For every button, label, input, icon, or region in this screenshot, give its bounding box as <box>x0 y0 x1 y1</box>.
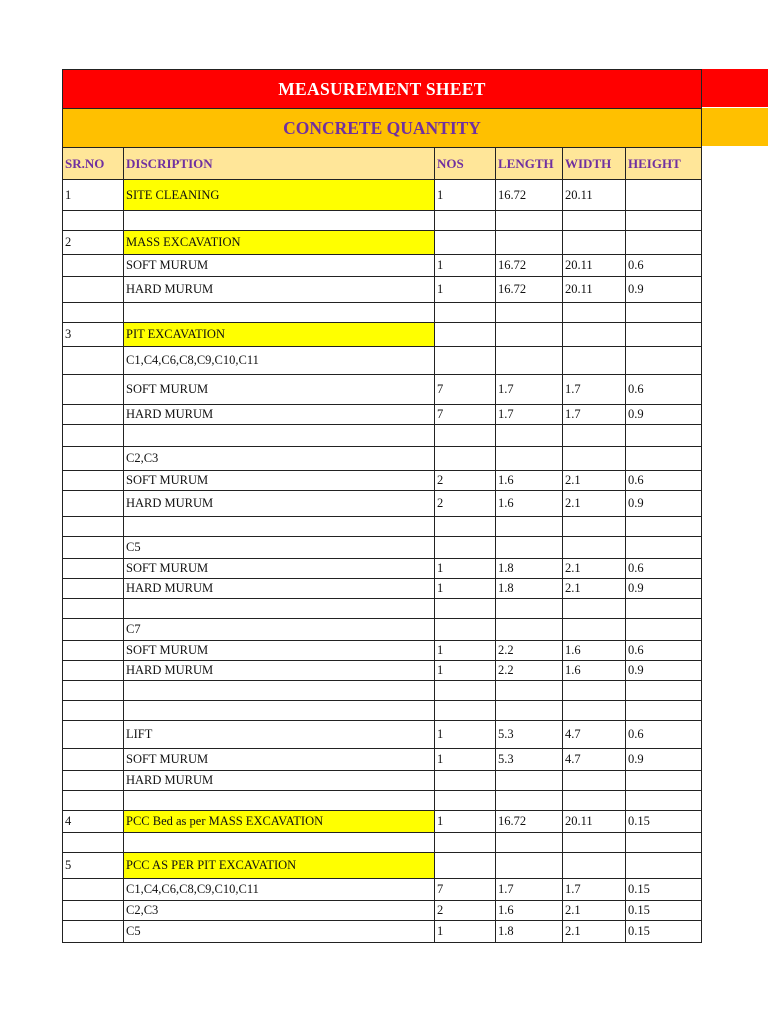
length-cell: 16.72 <box>496 180 563 211</box>
nos-cell <box>435 619 496 641</box>
length-cell: 5.3 <box>496 749 563 771</box>
table-row <box>63 921 702 943</box>
width-cell: 2.1 <box>563 901 626 921</box>
width-cell <box>563 681 626 701</box>
height-cell: 0.6 <box>626 375 702 405</box>
width-cell: 1.7 <box>563 879 626 901</box>
length-cell: 2.2 <box>496 641 563 661</box>
height-cell <box>626 180 702 211</box>
height-cell: 0.9 <box>626 491 702 517</box>
subtitle-row <box>63 109 702 148</box>
length-cell <box>496 701 563 721</box>
description-cell: SOFT MURUM <box>124 471 435 491</box>
width-cell <box>563 517 626 537</box>
table-row <box>63 771 702 791</box>
width-cell <box>563 211 626 231</box>
height-cell <box>626 701 702 721</box>
table-row <box>63 559 702 579</box>
width-cell: 20.11 <box>563 180 626 211</box>
table-row <box>63 599 702 619</box>
height-cell <box>626 771 702 791</box>
measurement-sheet-table <box>62 69 702 943</box>
nos-cell: 1 <box>435 559 496 579</box>
srno-cell <box>63 255 124 277</box>
nos-cell <box>435 791 496 811</box>
table-row <box>63 491 702 517</box>
table-row <box>63 641 702 661</box>
srno-cell <box>63 721 124 749</box>
table-row <box>63 811 702 833</box>
srno-cell <box>63 559 124 579</box>
header-height: HEIGHT <box>626 148 702 180</box>
width-cell <box>563 599 626 619</box>
nos-cell: 1 <box>435 255 496 277</box>
height-cell: 0.9 <box>626 277 702 303</box>
description-cell: HARD MURUM <box>124 771 435 791</box>
title-row <box>63 70 702 109</box>
height-cell: 0.6 <box>626 721 702 749</box>
table-row <box>63 425 702 447</box>
length-cell: 1.8 <box>496 921 563 943</box>
nos-cell: 1 <box>435 277 496 303</box>
length-cell <box>496 517 563 537</box>
nos-cell: 7 <box>435 375 496 405</box>
nos-cell <box>435 517 496 537</box>
width-cell: 20.11 <box>563 255 626 277</box>
width-cell: 4.7 <box>563 721 626 749</box>
length-cell: 16.72 <box>496 255 563 277</box>
header-srno: SR.NO <box>63 148 124 180</box>
description-cell: C2,C3 <box>124 447 435 471</box>
width-cell <box>563 537 626 559</box>
height-cell: 0.6 <box>626 255 702 277</box>
table-row <box>63 405 702 425</box>
length-cell: 1.6 <box>496 491 563 517</box>
subtitle-band-extension <box>701 108 768 146</box>
length-cell: 16.72 <box>496 277 563 303</box>
length-cell <box>496 771 563 791</box>
description-cell <box>124 791 435 811</box>
header-description: DISCRIPTION <box>124 148 435 180</box>
height-cell <box>626 231 702 255</box>
nos-cell: 1 <box>435 921 496 943</box>
nos-cell: 7 <box>435 879 496 901</box>
srno-cell <box>63 681 124 701</box>
length-cell: 1.7 <box>496 375 563 405</box>
description-cell: SOFT MURUM <box>124 749 435 771</box>
srno-cell <box>63 471 124 491</box>
width-cell <box>563 425 626 447</box>
srno-cell <box>63 833 124 853</box>
length-cell <box>496 447 563 471</box>
description-cell: PCC AS PER PIT EXCAVATION <box>124 853 435 879</box>
nos-cell: 2 <box>435 471 496 491</box>
width-cell <box>563 447 626 471</box>
height-cell: 0.9 <box>626 749 702 771</box>
width-cell <box>563 771 626 791</box>
table-row <box>63 255 702 277</box>
srno-cell <box>63 771 124 791</box>
description-cell <box>124 303 435 323</box>
nos-cell <box>435 701 496 721</box>
srno-cell <box>63 491 124 517</box>
srno-cell <box>63 211 124 231</box>
description-cell: C5 <box>124 537 435 559</box>
srno-cell <box>63 599 124 619</box>
description-cell: SOFT MURUM <box>124 375 435 405</box>
height-cell <box>626 619 702 641</box>
length-cell: 1.7 <box>496 879 563 901</box>
width-cell: 1.6 <box>563 661 626 681</box>
height-cell <box>626 347 702 375</box>
table-row <box>63 517 702 537</box>
height-cell: 0.15 <box>626 811 702 833</box>
width-cell: 2.1 <box>563 921 626 943</box>
height-cell <box>626 425 702 447</box>
width-cell: 2.1 <box>563 471 626 491</box>
header-width: WIDTH <box>563 148 626 180</box>
title-band-extension <box>701 69 768 107</box>
table-row <box>63 901 702 921</box>
height-cell: 0.9 <box>626 661 702 681</box>
nos-cell <box>435 833 496 853</box>
width-cell <box>563 303 626 323</box>
description-cell: HARD MURUM <box>124 579 435 599</box>
description-cell: C7 <box>124 619 435 641</box>
width-cell <box>563 853 626 879</box>
length-cell <box>496 347 563 375</box>
srno-cell <box>63 425 124 447</box>
nos-cell: 2 <box>435 901 496 921</box>
width-cell: 2.1 <box>563 559 626 579</box>
srno-cell: 5 <box>63 853 124 879</box>
srno-cell <box>63 517 124 537</box>
length-cell <box>496 791 563 811</box>
srno-cell <box>63 579 124 599</box>
description-cell: SOFT MURUM <box>124 641 435 661</box>
length-cell <box>496 853 563 879</box>
header-length: LENGTH <box>496 148 563 180</box>
length-cell <box>496 537 563 559</box>
srno-cell <box>63 879 124 901</box>
table-row <box>63 579 702 599</box>
width-cell: 1.7 <box>563 375 626 405</box>
height-cell <box>626 303 702 323</box>
table-row <box>63 879 702 901</box>
length-cell: 1.6 <box>496 901 563 921</box>
srno-cell: 2 <box>63 231 124 255</box>
width-cell: 4.7 <box>563 749 626 771</box>
description-cell <box>124 599 435 619</box>
table-row <box>63 537 702 559</box>
table-row <box>63 347 702 375</box>
width-cell: 2.1 <box>563 491 626 517</box>
width-cell <box>563 231 626 255</box>
width-cell: 20.11 <box>563 811 626 833</box>
header-nos: NOS <box>435 148 496 180</box>
srno-cell: 4 <box>63 811 124 833</box>
nos-cell <box>435 231 496 255</box>
height-cell: 0.6 <box>626 559 702 579</box>
nos-cell <box>435 323 496 347</box>
description-cell: SOFT MURUM <box>124 255 435 277</box>
table-row <box>63 375 702 405</box>
srno-cell <box>63 375 124 405</box>
length-cell <box>496 425 563 447</box>
nos-cell <box>435 303 496 323</box>
description-cell <box>124 211 435 231</box>
srno-cell <box>63 701 124 721</box>
nos-cell <box>435 447 496 471</box>
description-cell: PIT EXCAVATION <box>124 323 435 347</box>
description-cell <box>124 681 435 701</box>
sheet-title: MEASUREMENT SHEET <box>63 70 702 109</box>
height-cell <box>626 211 702 231</box>
table-row <box>63 447 702 471</box>
length-cell <box>496 323 563 347</box>
srno-cell <box>63 347 124 375</box>
nos-cell <box>435 599 496 619</box>
width-cell <box>563 791 626 811</box>
nos-cell <box>435 211 496 231</box>
nos-cell: 1 <box>435 721 496 749</box>
height-cell <box>626 517 702 537</box>
table-row <box>63 661 702 681</box>
srno-cell <box>63 661 124 681</box>
description-cell <box>124 425 435 447</box>
description-cell <box>124 517 435 537</box>
srno-cell <box>63 405 124 425</box>
height-cell: 0.6 <box>626 471 702 491</box>
table-row <box>63 853 702 879</box>
description-cell <box>124 701 435 721</box>
table-row <box>63 471 702 491</box>
length-cell: 1.7 <box>496 405 563 425</box>
nos-cell: 2 <box>435 491 496 517</box>
nos-cell: 1 <box>435 641 496 661</box>
height-cell <box>626 681 702 701</box>
nos-cell <box>435 681 496 701</box>
height-cell: 0.15 <box>626 901 702 921</box>
description-cell: C1,C4,C6,C8,C9,C10,C11 <box>124 347 435 375</box>
height-cell: 0.9 <box>626 579 702 599</box>
nos-cell: 7 <box>435 405 496 425</box>
description-cell: LIFT <box>124 721 435 749</box>
srno-cell <box>63 921 124 943</box>
height-cell: 0.15 <box>626 879 702 901</box>
length-cell <box>496 833 563 853</box>
height-cell <box>626 833 702 853</box>
width-cell <box>563 619 626 641</box>
table-row <box>63 619 702 641</box>
width-cell <box>563 347 626 375</box>
length-cell: 2.2 <box>496 661 563 681</box>
table-row <box>63 277 702 303</box>
description-cell: SITE CLEANING <box>124 180 435 211</box>
srno-cell: 3 <box>63 323 124 347</box>
length-cell: 5.3 <box>496 721 563 749</box>
length-cell <box>496 619 563 641</box>
description-cell: C1,C4,C6,C8,C9,C10,C11 <box>124 879 435 901</box>
length-cell <box>496 303 563 323</box>
height-cell <box>626 853 702 879</box>
description-cell: PCC Bed as per MASS EXCAVATION <box>124 811 435 833</box>
width-cell <box>563 833 626 853</box>
height-cell <box>626 599 702 619</box>
table-row <box>63 833 702 853</box>
table-row <box>63 323 702 347</box>
table-row <box>63 303 702 323</box>
column-header-row <box>63 148 702 180</box>
height-cell <box>626 323 702 347</box>
description-cell: HARD MURUM <box>124 661 435 681</box>
table-row <box>63 211 702 231</box>
height-cell <box>626 537 702 559</box>
table-row <box>63 721 702 749</box>
description-cell: HARD MURUM <box>124 491 435 517</box>
srno-cell <box>63 641 124 661</box>
sheet-subtitle: CONCRETE QUANTITY <box>63 109 702 148</box>
srno-cell <box>63 277 124 303</box>
nos-cell <box>435 537 496 559</box>
length-cell: 1.6 <box>496 471 563 491</box>
table-row <box>63 180 702 211</box>
srno-cell <box>63 447 124 471</box>
width-cell: 1.6 <box>563 641 626 661</box>
description-cell: C2,C3 <box>124 901 435 921</box>
width-cell: 1.7 <box>563 405 626 425</box>
length-cell <box>496 681 563 701</box>
table-row <box>63 681 702 701</box>
table-row <box>63 231 702 255</box>
height-cell <box>626 791 702 811</box>
srno-cell: 1 <box>63 180 124 211</box>
length-cell <box>496 211 563 231</box>
srno-cell <box>63 749 124 771</box>
description-cell: SOFT MURUM <box>124 559 435 579</box>
length-cell <box>496 231 563 255</box>
nos-cell <box>435 347 496 375</box>
nos-cell: 1 <box>435 811 496 833</box>
length-cell: 1.8 <box>496 579 563 599</box>
table-row <box>63 749 702 771</box>
length-cell: 16.72 <box>496 811 563 833</box>
width-cell: 20.11 <box>563 277 626 303</box>
height-cell: 0.15 <box>626 921 702 943</box>
srno-cell <box>63 303 124 323</box>
description-cell <box>124 833 435 853</box>
nos-cell <box>435 853 496 879</box>
nos-cell: 1 <box>435 180 496 211</box>
height-cell <box>626 447 702 471</box>
height-cell: 0.9 <box>626 405 702 425</box>
width-cell <box>563 323 626 347</box>
width-cell: 2.1 <box>563 579 626 599</box>
nos-cell: 1 <box>435 749 496 771</box>
description-cell: MASS EXCAVATION <box>124 231 435 255</box>
width-cell <box>563 701 626 721</box>
nos-cell <box>435 771 496 791</box>
length-cell: 1.8 <box>496 559 563 579</box>
description-cell: C5 <box>124 921 435 943</box>
table-row <box>63 701 702 721</box>
nos-cell: 1 <box>435 661 496 681</box>
srno-cell <box>63 791 124 811</box>
srno-cell <box>63 619 124 641</box>
length-cell <box>496 599 563 619</box>
nos-cell: 1 <box>435 579 496 599</box>
srno-cell <box>63 901 124 921</box>
description-cell: HARD MURUM <box>124 277 435 303</box>
height-cell: 0.6 <box>626 641 702 661</box>
srno-cell <box>63 537 124 559</box>
description-cell: HARD MURUM <box>124 405 435 425</box>
nos-cell <box>435 425 496 447</box>
table-row <box>63 791 702 811</box>
